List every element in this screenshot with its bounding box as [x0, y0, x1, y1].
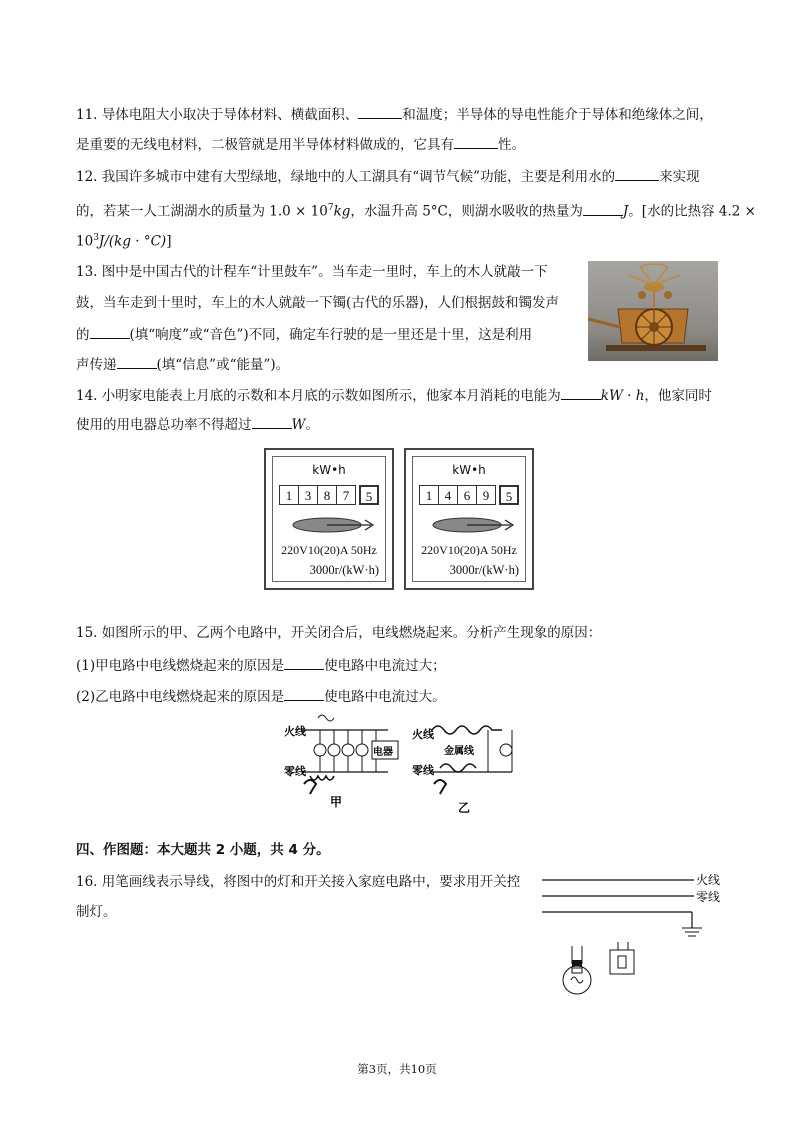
circuit-b	[412, 726, 512, 815]
live-wire-label: 火线	[284, 725, 306, 738]
circuit-a	[284, 715, 398, 809]
energy-meter-this-month	[404, 448, 534, 590]
meter-unit: kW•h	[452, 463, 486, 477]
q16-text: 16. 用笔画线表示导线，将图中的灯和开关接入家庭电路中，要求用开关控	[76, 874, 521, 890]
q15-text: 使电路中电流过大。	[324, 689, 446, 705]
q15-line1	[76, 623, 601, 643]
q12-text: 来实现	[659, 169, 700, 185]
household-circuit-figure	[536, 868, 736, 1004]
q11-line2	[76, 134, 525, 155]
figure-label-a: 甲	[330, 795, 343, 809]
meter-rev-constant: 3000r/(kW·h)	[309, 563, 379, 577]
q12-text: 的，若某一人工湖湖水的质量为 1.0 × 10	[76, 203, 328, 220]
q16-text: 制灯。	[76, 904, 117, 920]
meter-frame	[272, 456, 386, 582]
answer-blank[interactable]	[284, 655, 324, 670]
exponent: 7	[327, 203, 334, 213]
circuit-figure	[280, 708, 520, 816]
neutral-wire-label: 零线	[412, 764, 434, 777]
q13-line4	[76, 354, 289, 375]
page-number: 第3页，共10页	[357, 1062, 437, 1076]
drum-cart-photo	[588, 261, 718, 361]
q16-line2	[76, 902, 117, 922]
meter-digit: 8	[317, 485, 337, 505]
q13-line1	[76, 262, 548, 282]
q16-line1	[76, 872, 520, 892]
q13-text: (填“信息”或“能量”)。	[156, 357, 290, 373]
meter-decimal-digit: 5	[499, 485, 519, 505]
q12-text: 12. 我国许多城市中建有大型绿地，绿地中的人工湖具有“调节气候”功能，主要是利用水的	[76, 169, 616, 185]
q14-line2	[76, 414, 319, 435]
neutral-wire-label: 零线	[696, 890, 721, 904]
q12-text: ，水温升高 5°C，则湖水吸收的热量为	[350, 203, 583, 220]
bulb-icon	[563, 946, 591, 994]
meter-digits	[279, 485, 378, 505]
q13-text: 的	[76, 327, 90, 343]
q14-text: ，他家同时	[644, 388, 712, 404]
answer-blank[interactable]	[454, 134, 498, 149]
q12-line3	[76, 228, 171, 252]
q15-text: 使电路中电流过大；	[324, 658, 446, 674]
q11-line1	[76, 104, 713, 125]
meter-digit: 7	[336, 485, 356, 505]
metal-wire-label: 金属线	[444, 746, 474, 757]
q14-text: 14. 小明家电能表上月底的示数和本月底的示数如图所示，他家本月消耗的电能为	[76, 388, 561, 404]
meter-digit: 3	[298, 485, 318, 505]
q14-text: 使用的用电器总功率不得超过	[76, 417, 252, 433]
meter-digits	[419, 485, 518, 505]
meter-digit: 6	[457, 485, 477, 505]
appliance-label: 电器	[373, 747, 393, 758]
q13-text: 声传递	[76, 357, 117, 373]
q13-line3	[76, 324, 532, 345]
meter-disc-icon	[287, 513, 377, 537]
q13-text: (填“响度”或“音色”)不同，确定车行驶的是一里还是十里，这是利用	[129, 327, 533, 343]
neutral-wire-label: 零线	[284, 765, 306, 778]
exponent: 3	[93, 233, 99, 243]
live-wire-label: 火线	[696, 873, 721, 887]
meter-digit: 1	[279, 485, 299, 505]
live-wire-label: 火线	[412, 728, 434, 741]
meter-digit: 9	[476, 485, 496, 505]
unit: kW · h	[600, 388, 645, 404]
q12-line2	[76, 198, 756, 222]
unit: J	[622, 203, 629, 220]
q15-line3	[76, 686, 446, 707]
switch-icon	[610, 942, 634, 974]
meter-disc-icon	[427, 513, 517, 537]
q11-text: 和温度；半导体的导电性能介于导体和绝缘体之间，	[402, 107, 713, 123]
meter-decimal-digit: 5	[359, 485, 379, 505]
answer-blank[interactable]	[284, 686, 324, 701]
q12-text: 10	[76, 233, 94, 250]
q12-text: ]	[166, 233, 172, 250]
q14-text: 。	[305, 417, 319, 433]
meter-unit: kW•h	[312, 463, 346, 477]
answer-blank[interactable]	[583, 201, 623, 216]
q15-line2	[76, 655, 446, 676]
q11-text: 是重要的无线电材料，二极管就是用半导体材料做成的，它具有	[76, 137, 454, 153]
q15-text: 15. 如图所示的甲、乙两个电路中，开关闭合后，电线燃烧起来。分析产生现象的原因：	[76, 625, 602, 641]
meter-digit: 1	[419, 485, 439, 505]
figure-label-b: 乙	[458, 801, 471, 815]
q13-text: 13. 图中是中国古代的计程车“计里鼓车”。当车走一里时，车上的木人就敲一下	[76, 264, 548, 280]
q13-text: 鼓，当车走到十里时，车上的木人就敲一下镯(古代的乐器)，人们根据鼓和镯发声	[76, 295, 560, 311]
energy-meter-last-month	[264, 448, 394, 590]
meter-digit: 4	[438, 485, 458, 505]
q15-text: (2)乙电路中电线燃烧起来的原因是	[76, 689, 285, 705]
q15-text: (1)甲电路中电线燃烧起来的原因是	[76, 658, 285, 674]
q12-text: 。[水的比热容 4.2 ×	[628, 203, 756, 220]
q13-line2	[76, 293, 559, 313]
section-heading: 四、作图题：本大题共 2 小题，共 4 分。	[76, 842, 330, 858]
answer-blank[interactable]	[117, 354, 157, 369]
answer-blank[interactable]	[561, 385, 601, 400]
q11-text: 性。	[498, 137, 525, 153]
q11-text: 11. 导体电阻大小取决于导体材料、横截面积、	[76, 107, 359, 123]
unit: W	[291, 417, 306, 433]
q14-line1	[76, 385, 712, 406]
meter-rev-constant: 3000r/(kW·h)	[449, 563, 519, 577]
meter-spec: 220V10(20)A 50Hz	[281, 543, 377, 557]
unit: kg	[333, 203, 351, 220]
answer-blank[interactable]	[615, 166, 659, 181]
meter-spec: 220V10(20)A 50Hz	[421, 543, 517, 557]
answer-blank[interactable]	[90, 324, 130, 339]
meter-frame	[412, 456, 526, 582]
q12-line1	[76, 166, 700, 187]
answer-blank[interactable]	[252, 414, 292, 429]
answer-blank[interactable]	[358, 104, 402, 119]
unit: J/(kg · °C)	[98, 233, 167, 250]
